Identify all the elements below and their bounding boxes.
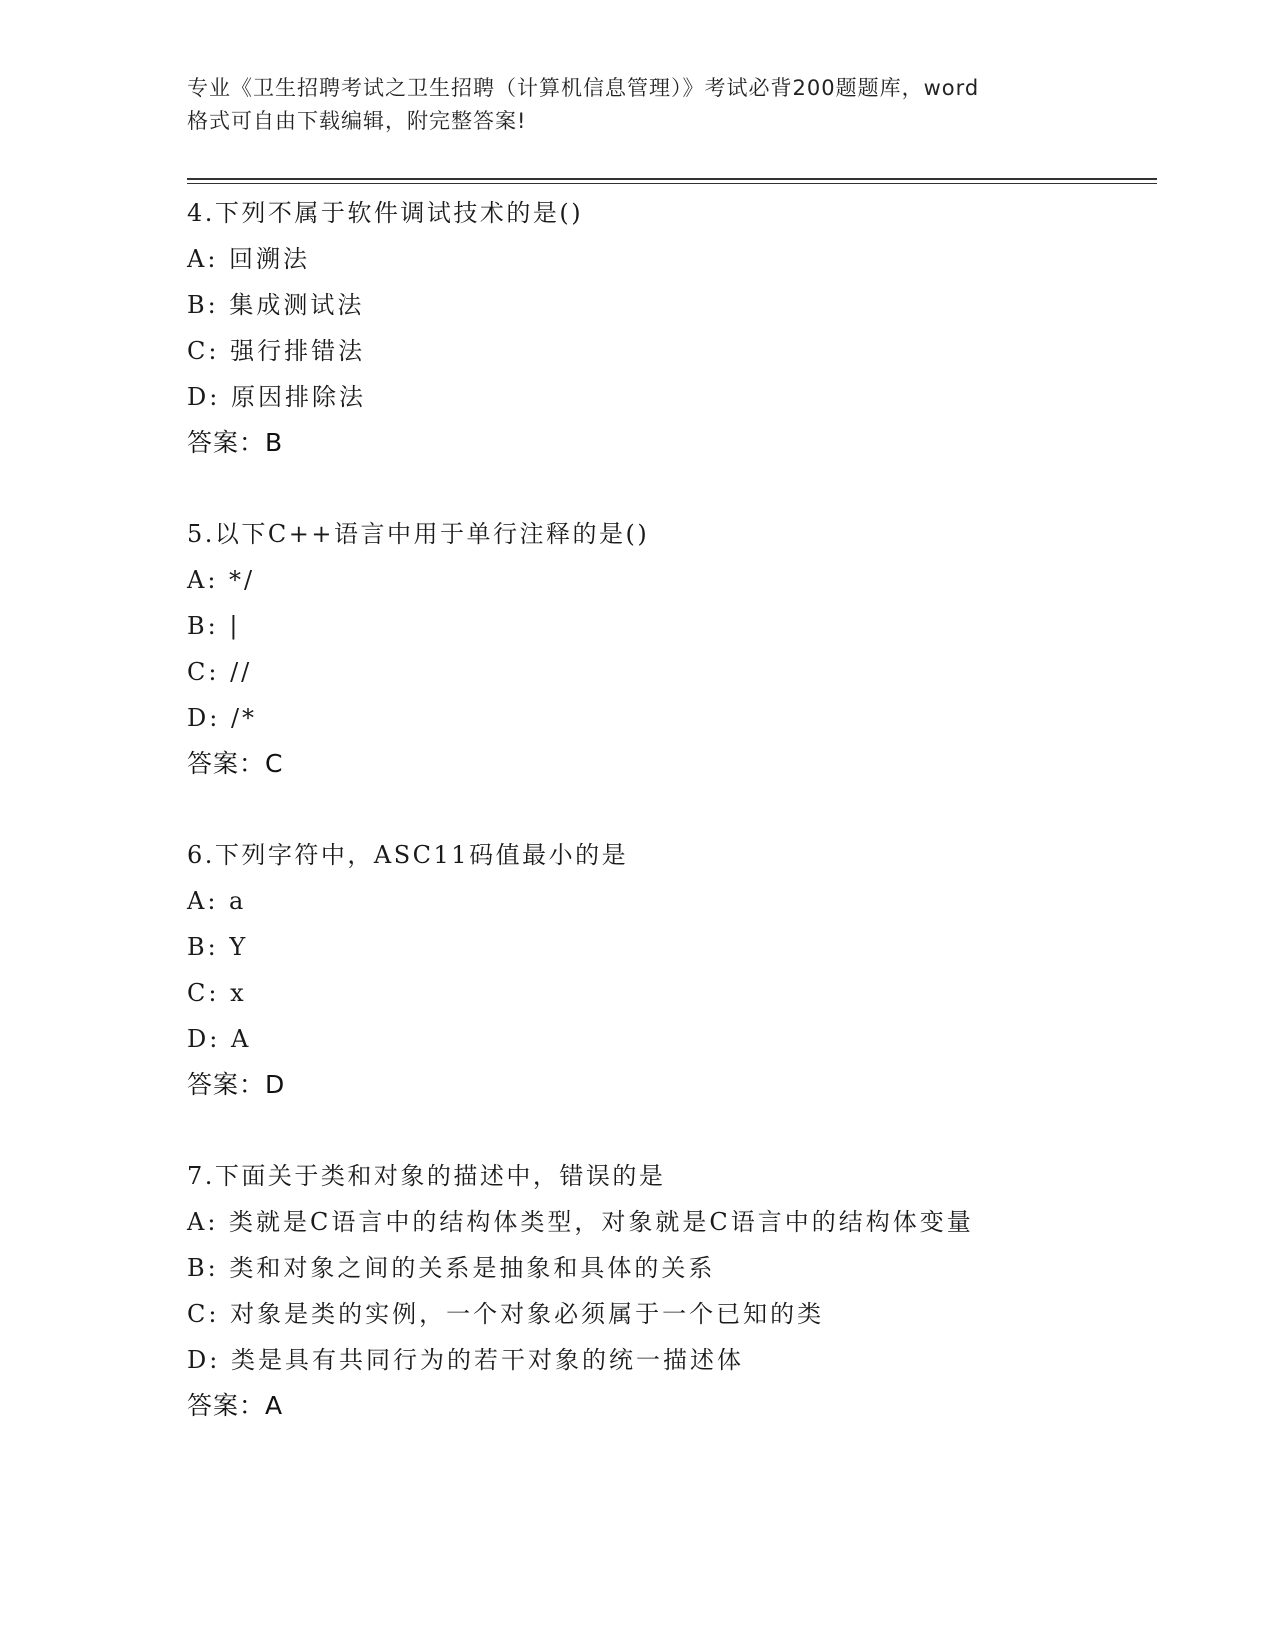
option-a: A: a	[187, 887, 247, 915]
question-4	[187, 190, 1167, 466]
question-title: 6.下列字符中，ASC11码值最小的是	[187, 841, 629, 869]
answer-line: 答案：D	[187, 1070, 286, 1099]
question-list	[187, 190, 1167, 1474]
intro-line-1: 专业《卫生招聘考试之卫生招聘（计算机信息管理）》考试必背200题题库，word	[187, 76, 980, 100]
question-title: 4.下列不属于软件调试技术的是()	[187, 199, 584, 227]
option-c: C: //	[187, 658, 253, 686]
option-a: A: 回溯法	[187, 245, 311, 273]
option-b: B: |	[187, 612, 241, 640]
question-7	[187, 1153, 1167, 1429]
option-d: D: /*	[187, 704, 258, 732]
question-title: 7.下面关于类和对象的描述中，错误的是	[187, 1162, 666, 1190]
intro-line-2: 格式可自由下载编辑，附完整答案!	[187, 109, 527, 133]
option-d: D: A	[187, 1025, 252, 1053]
answer-line: 答案：A	[187, 1391, 284, 1420]
header-divider-thick	[187, 178, 1157, 180]
option-a: A: */	[187, 566, 256, 594]
option-a: A: 类就是C语言中的结构体类型，对象就是C语言中的结构体变量	[187, 1208, 974, 1236]
option-b: B: 类和对象之间的关系是抽象和具体的关系	[187, 1254, 716, 1282]
question-5	[187, 511, 1167, 787]
option-d: D: 类是具有共同行为的若干对象的统一描述体	[187, 1346, 744, 1374]
answer-line: 答案：B	[187, 428, 284, 457]
option-c: C: x	[187, 979, 247, 1007]
question-title: 5.以下C++语言中用于单行注释的是()	[187, 520, 650, 548]
option-c: C: 强行排错法	[187, 337, 366, 365]
option-c: C: 对象是类的实例，一个对象必须属于一个已知的类	[187, 1300, 825, 1328]
header-divider-thin	[187, 183, 1157, 184]
answer-line: 答案：C	[187, 749, 284, 778]
question-6	[187, 832, 1167, 1108]
option-b: B: 集成测试法	[187, 291, 365, 319]
document-intro	[187, 72, 1087, 138]
option-b: B: Y	[187, 933, 249, 961]
option-d: D: 原因排除法	[187, 383, 366, 411]
